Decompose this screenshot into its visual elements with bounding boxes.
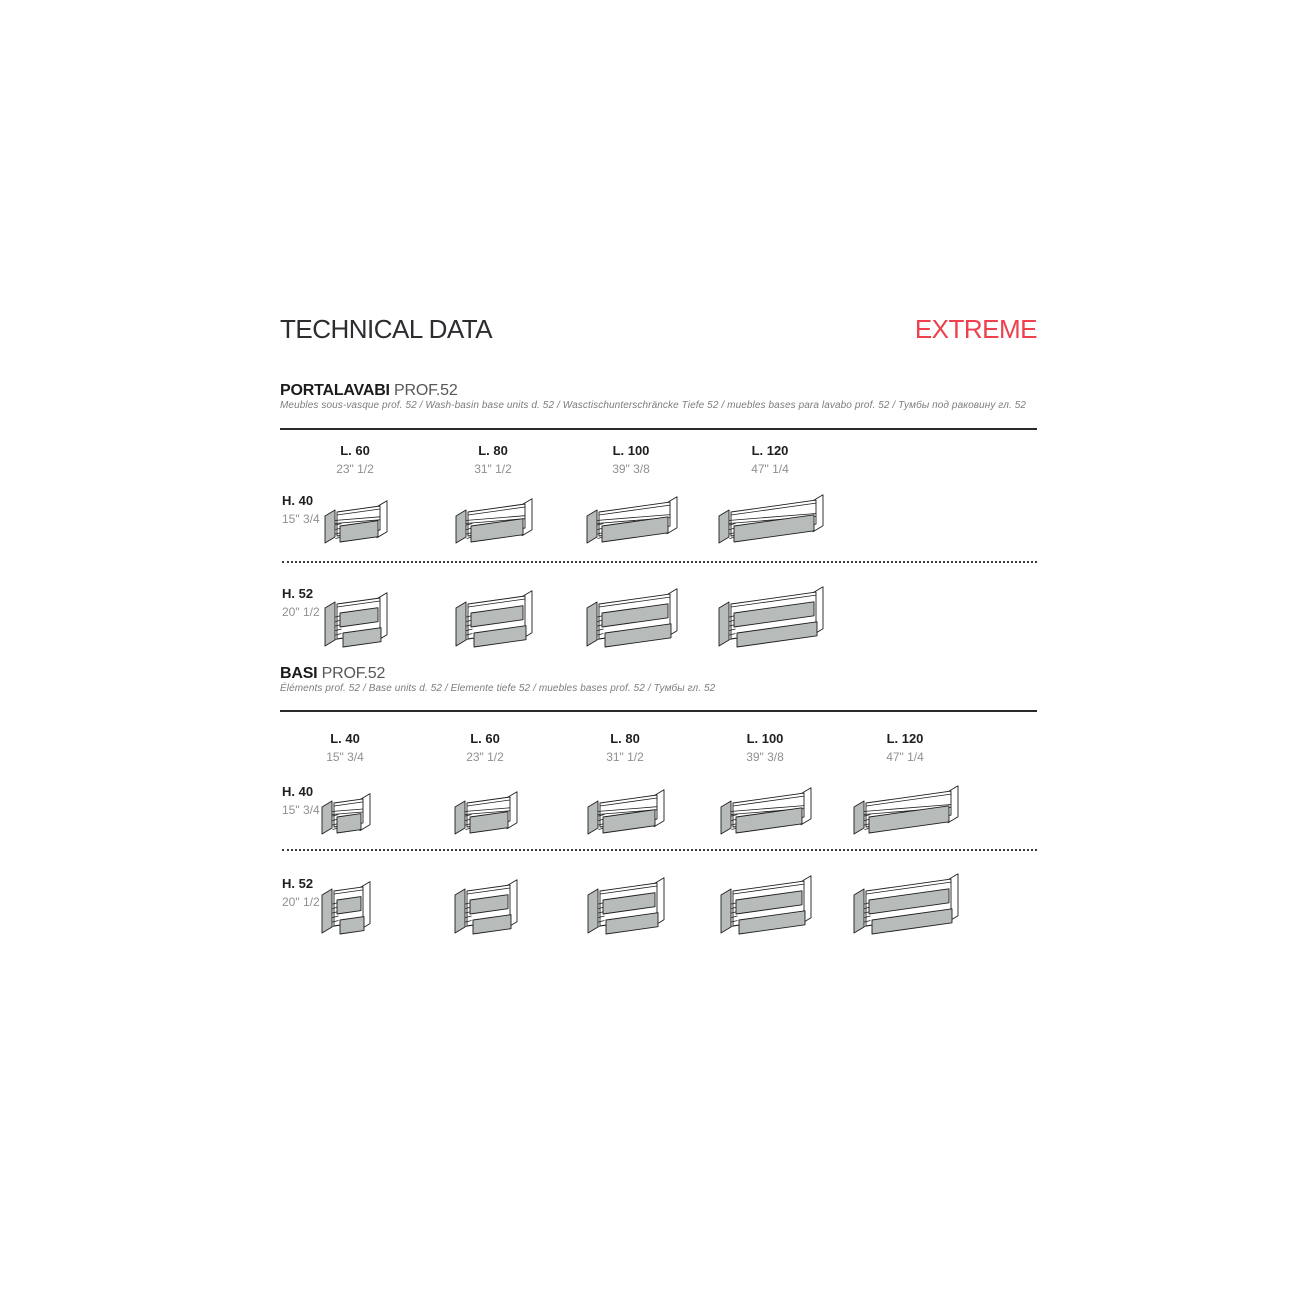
section-title-text: PORTALAVABI: [280, 382, 390, 399]
cabinet-drawing-basi-H52-80: [587, 874, 669, 937]
cabinet-drawing-basi-H40-80: [587, 786, 669, 838]
cabinet-drawing-basi-H40-60: [454, 788, 522, 838]
cabinet-drawing-basi-H40-100: [720, 784, 816, 838]
row-label-portalavabi-1: [282, 586, 320, 619]
column-label: L. 100: [612, 443, 650, 458]
column-inches: 31" 1/2: [474, 462, 512, 476]
row-height-inches: 15" 3/4: [282, 512, 320, 526]
cabinet-drawing-basi-H40-40: [321, 790, 375, 838]
column-inches: 39" 3/8: [612, 462, 650, 476]
row-separator-basi: [282, 849, 1037, 851]
section-title-suffix: PROF.52: [317, 665, 386, 682]
cabinet-drawing-portalavabi-H52-60: [324, 589, 392, 650]
row-height-inches: 15" 3/4: [282, 803, 320, 817]
row-label-portalavabi-0: [282, 493, 320, 526]
column-inches: 39" 3/8: [746, 750, 784, 764]
section-subtitle-basi: Éléments prof. 52 / Base units d. 52 / Elemente tiefe 52 / muebles bases prof. 52 / Тумбы гл. 52: [280, 683, 716, 694]
column-header-portalavabi-1: [433, 443, 553, 476]
column-header-basi-0: [285, 731, 405, 764]
column-header-portalavabi-3: [710, 443, 830, 476]
row-height-inches: 20" 1/2: [282, 605, 320, 619]
brand-logo: EXTREME: [914, 314, 1037, 344]
column-inches: 23" 1/2: [336, 462, 374, 476]
cabinet-drawing-portalavabi-H52-100: [586, 585, 682, 650]
cabinet-drawing-basi-H52-40: [321, 878, 375, 937]
cabinet-drawing-basi-H52-100: [720, 872, 816, 937]
column-inches: 31" 1/2: [606, 750, 644, 764]
cabinet-drawing-basi-H52-60: [454, 876, 522, 937]
row-height-label: H. 40: [282, 493, 314, 508]
content-area: [280, 0, 1037, 1300]
section-title-suffix: PROF.52: [389, 382, 458, 399]
row-height-label: H. 52: [282, 586, 314, 601]
column-label: L. 80: [478, 443, 508, 458]
row-label-basi-1: [282, 876, 320, 909]
column-inches: 23" 1/2: [466, 750, 504, 764]
column-header-portalavabi-2: [571, 443, 691, 476]
column-inches: 47" 1/4: [886, 750, 924, 764]
cabinet-drawing-portalavabi-H40-100: [586, 493, 682, 547]
column-label: L. 60: [340, 443, 370, 458]
row-height-label: H. 52: [282, 876, 314, 891]
column-label: L. 60: [470, 731, 500, 746]
section-rule-basi: [280, 710, 1037, 712]
cabinet-drawing-portalavabi-H52-80: [455, 587, 537, 650]
column-header-portalavabi-0: [295, 443, 415, 476]
page-title: TECHNICAL DATA: [280, 314, 493, 344]
row-label-basi-0: [282, 784, 320, 817]
section-title-text: BASI: [280, 665, 318, 682]
column-header-basi-1: [425, 731, 545, 764]
column-inches: 47" 1/4: [751, 462, 789, 476]
cabinet-drawing-portalavabi-H52-120: [718, 583, 828, 650]
section-rule-portalavabi: [280, 428, 1037, 430]
cabinet-drawing-portalavabi-H40-60: [324, 497, 392, 547]
column-header-basi-2: [565, 731, 685, 764]
column-header-basi-4: [845, 731, 965, 764]
column-header-basi-3: [705, 731, 825, 764]
column-label: L. 40: [330, 731, 360, 746]
row-height-inches: 20" 1/2: [282, 895, 320, 909]
section-subtitle-portalavabi: Meubles sous-vasque prof. 52 / Wash-basin base units d. 52 / Wasctischunterschräncke Tiefe 52 / muebles bases para lavabo prof. 52 / Тумбы под раковину гл. 52: [280, 400, 1027, 411]
cabinet-drawing-basi-H40-120: [853, 782, 963, 838]
cabinet-drawing-portalavabi-H40-120: [718, 491, 828, 547]
cabinet-drawing-basi-H52-120: [853, 870, 963, 937]
column-label: L. 100: [746, 731, 784, 746]
column-label: L. 80: [610, 731, 640, 746]
cabinet-drawing-portalavabi-H40-80: [455, 495, 537, 547]
column-inches: 15" 3/4: [326, 750, 364, 764]
section-title-portalavabi: [280, 382, 458, 400]
column-label: L. 120: [751, 443, 789, 458]
section-title-basi: [280, 665, 385, 683]
row-height-label: H. 40: [282, 784, 314, 799]
column-label: L. 120: [886, 731, 924, 746]
row-separator-portalavabi: [282, 561, 1037, 563]
